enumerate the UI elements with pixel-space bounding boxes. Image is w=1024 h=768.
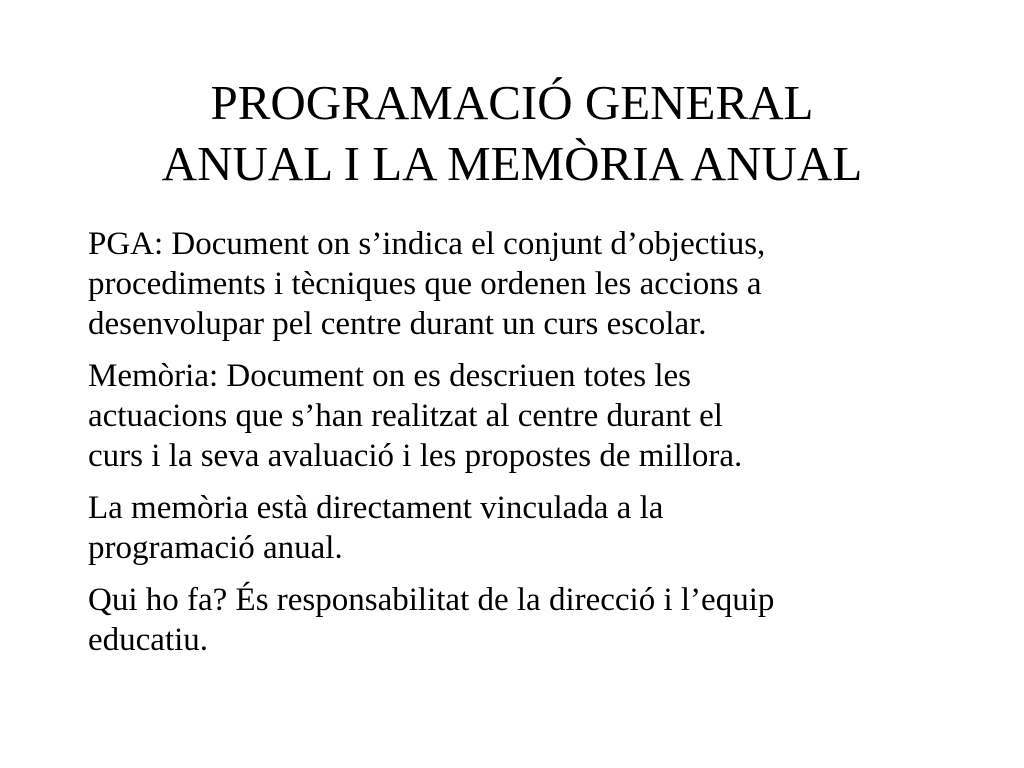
slide-title	[60, 72, 964, 194]
paragraph-line: educatiu.	[88, 622, 209, 658]
paragraph-vinculada	[88, 488, 968, 568]
paragraph-line: procediments i tècniques que ordenen les accions a	[88, 266, 762, 302]
paragraph-line: PGA: Document on s’indica el conjunt d’objectius,	[88, 226, 766, 262]
paragraph-line: desenvolupar pel centre durant un curs escolar.	[88, 306, 707, 342]
paragraph-memoria	[88, 356, 968, 476]
paragraph-line: La memòria està directament vinculada a la	[88, 490, 664, 526]
paragraph-pga	[88, 224, 968, 344]
slide-title-line: ANUAL I LA MEMÒRIA ANUAL	[161, 136, 863, 191]
slide-body	[88, 224, 968, 672]
paragraph-line: programació anual.	[88, 530, 343, 566]
paragraph-line: actuacions que s’han realitzat al centre durant el	[88, 398, 723, 434]
paragraph-line: Qui ho fa? És responsabilitat de la direcció i l’equip	[88, 582, 775, 618]
slide-title-line: PROGRAMACIÓ GENERAL	[210, 75, 814, 130]
paragraph-line: Memòria: Document on es descriuen totes les	[88, 358, 692, 394]
paragraph-line: curs i la seva avaluació i les propostes de millora.	[88, 438, 743, 474]
paragraph-qui-ho-fa	[88, 580, 968, 660]
